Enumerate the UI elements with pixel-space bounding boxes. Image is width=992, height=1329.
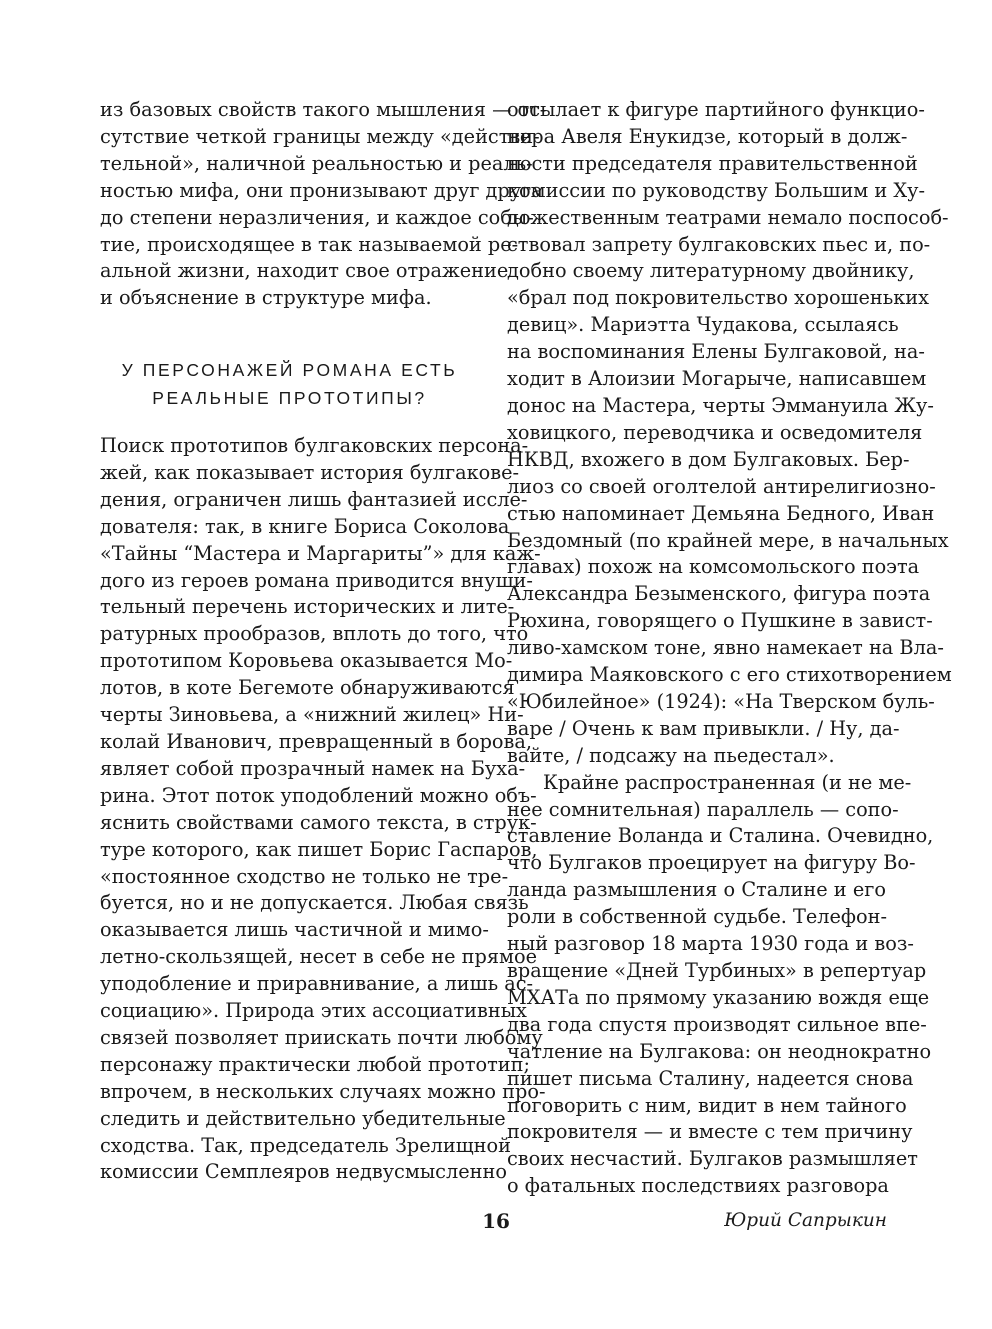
- text-line: ховицкого, переводчика и осведомителя: [507, 420, 923, 444]
- heading-line-1: У ПЕРСОНАЖЕЙ РОМАНА ЕСТЬ: [121, 360, 458, 380]
- text-line: «брал под покровительство хорошеньких: [507, 286, 930, 310]
- text-line: «Тайны “Мастера и Маргариты”» для каж-: [100, 541, 541, 565]
- text-line: ставление Воланда и Сталина. Очевидно,: [507, 824, 934, 848]
- text-line: сходства. Так, председатель Зрелищной: [100, 1133, 511, 1157]
- text-line: персонажу практически любой прототип;: [100, 1052, 530, 1076]
- text-line: лотов, в коте Бегемоте обнаруживаются: [100, 676, 515, 700]
- text-line: пишет письма Сталину, надеется снова: [507, 1066, 914, 1090]
- text-line: до степени неразличения, и каждое собы-: [100, 205, 534, 229]
- text-line: чатление на Булгакова: он неоднократно: [507, 1039, 932, 1063]
- text-line: «постоянное сходство не только не тре-: [100, 864, 509, 888]
- text-line: добно своему литературному двойнику,: [507, 259, 915, 283]
- text-line: туре которого, как пишет Борис Гаспаров,: [100, 837, 538, 861]
- text-line: рина. Этот поток уподоблений можно объ-: [100, 783, 537, 807]
- text-line: отсылает к фигуре партийного функцио-: [507, 98, 925, 121]
- text-line: роли в собственной судьбе. Телефон-: [507, 905, 887, 929]
- text-line: дения, ограничен лишь фантазией иссле-: [100, 487, 528, 511]
- text-line: Поиск прототипов булгаковских персона-: [100, 434, 529, 457]
- text-line: дователя: так, в книге Бориса Соколова: [100, 514, 510, 538]
- text-line: нее сомнительная) параллель — сопо-: [507, 797, 899, 821]
- text-line: альной жизни, находит свое отражение: [100, 259, 509, 283]
- section-heading: [100, 356, 479, 412]
- text-line: ностью мифа, они пронизывают друг друга: [100, 178, 543, 202]
- text-line: Александра Безыменского, фигура поэта: [507, 582, 931, 606]
- text-line: впрочем, в нескольких случаях можно про-: [100, 1079, 546, 1103]
- text-line: ный разговор 18 марта 1930 года и воз-: [507, 932, 914, 956]
- text-line: девиц». Мариэтта Чудакова, ссылаясь: [507, 313, 899, 337]
- text-line: ливо-хамском тоне, явно намекает на Вла-: [507, 636, 944, 660]
- text-line: вайте, / подсажу на пьедестал».: [507, 743, 835, 767]
- text-line: что Булгаков проецирует на фигуру Во-: [507, 851, 916, 875]
- text-line: два года спустя производят сильное впе-: [507, 1012, 927, 1036]
- text-line: ланда размышления о Сталине и его: [507, 878, 886, 902]
- text-line: донос на Мастера, черты Эммануила Жу-: [507, 393, 934, 417]
- text-line: стью напоминает Демьяна Бедного, Иван: [507, 501, 935, 525]
- text-line: нера Авеля Енукидзе, который в долж-: [507, 124, 908, 148]
- text-line: являет собой прозрачный намек на Буха-: [100, 756, 526, 780]
- text-line: поговорить с ним, видит в нем тайного: [507, 1093, 907, 1117]
- text-line: МХАТа по прямому указанию вождя еще: [507, 985, 930, 1009]
- text-line: варе / Очень к вам привыкли. / Ну, да-: [507, 716, 900, 740]
- text-line: на воспоминания Елены Булгаковой, на-: [507, 340, 925, 364]
- text-line: сутствие четкой границы между «действи-: [100, 124, 540, 148]
- text-line: ности председателя правительственной: [507, 151, 918, 175]
- text-line: оказывается лишь частичной и мимо-: [100, 918, 489, 942]
- text-line: черты Зиновьева, а «нижний жилец» Ни-: [100, 703, 524, 727]
- text-line: летно-скользящей, несет в себе не прямое: [100, 945, 538, 969]
- text-line: тельной», наличной реальностью и реаль-: [100, 151, 533, 175]
- text-line: тельный перечень исторических и лите-: [100, 595, 515, 619]
- text-line: Крайне распространенная (и не ме-: [543, 770, 912, 794]
- text-line: ствовал запрету булгаковских пьес и, по-: [507, 232, 931, 256]
- text-line: своих несчастий. Булгаков размышляет: [507, 1147, 918, 1171]
- text-line: социацию». Природа этих ассоциативных: [100, 999, 527, 1023]
- text-line: димира Маяковского с его стихотворением: [507, 663, 952, 687]
- text-line: Бездомный (по крайней мере, в начальных: [507, 528, 949, 552]
- text-line: следить и действительно убедительные: [100, 1106, 506, 1130]
- text-line: ходит в Алоизии Могарыче, написавшем: [507, 367, 927, 391]
- text-line: связей позволяет приискать почти любому: [100, 1025, 543, 1049]
- text-line: дого из героев романа приводится внуши-: [100, 568, 533, 592]
- text-line: главах) похож на комсомольского поэта: [507, 555, 920, 579]
- text-line: «Юбилейное» (1924): «На Тверском буль-: [507, 689, 935, 713]
- text-line: жей, как показывает история булгакове-: [100, 460, 520, 484]
- left-body-paragraph: [100, 433, 546, 1186]
- text-line: комиссии Семплеяров недвусмысленно: [100, 1160, 507, 1184]
- text-line: буется, но и не допускается. Любая связь: [100, 891, 529, 915]
- text-line: уподобление и приравнивание, а лишь ас-: [100, 972, 534, 996]
- text-line: о фатальных последствиях разговора: [507, 1174, 889, 1198]
- text-line: яснить свойствами самого текста, в струк-: [100, 810, 537, 834]
- page-number: 16: [482, 1209, 510, 1233]
- text-line: тие, происходящее в так называемой ре-: [100, 232, 519, 256]
- text-line: ратурных прообразов, вплоть до того, что: [100, 622, 529, 646]
- text-line: и объяснение в структуре мифа.: [100, 286, 432, 310]
- text-line: из базовых свойств такого мышления — от-: [100, 98, 547, 121]
- left-top-paragraph: [100, 97, 547, 312]
- text-line: вращение «Дней Турбиных» в репертуар: [507, 959, 927, 982]
- running-footer-author: Юрий Сапрыкин: [724, 1210, 887, 1231]
- text-line: лиоз со своей оголтелой антирелигиозно-: [507, 474, 936, 498]
- text-line: покровителя — и вместе с тем причину: [507, 1120, 913, 1144]
- text-line: дожественным театрами немало поспособ-: [507, 205, 949, 229]
- right-column: [507, 97, 952, 1200]
- text-line: Рюхина, говорящего о Пушкине в завист-: [507, 609, 933, 633]
- text-line: НКВД, вхожего в дом Булгаковых. Бер-: [507, 447, 910, 471]
- text-line: колай Иванович, превращенный в борова,: [100, 729, 533, 753]
- text-line: прототипом Коровьева оказывается Мо-: [100, 649, 513, 673]
- text-line: комиссии по руководству Большим и Ху-: [507, 178, 925, 202]
- heading-line-2: РЕАЛЬНЫЕ ПРОТОТИПЫ?: [152, 388, 427, 408]
